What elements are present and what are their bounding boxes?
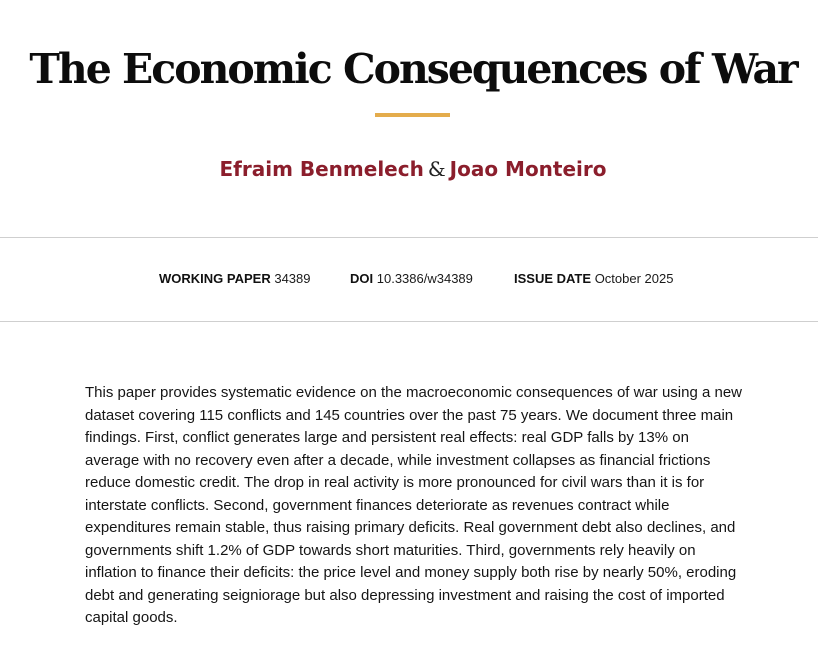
issue-date-meta <box>514 270 673 288</box>
working-paper-meta <box>159 270 311 288</box>
abstract-text: This paper provides systematic evidence on the macroeconomic consequences of war using a new dataset covering 115 conflicts and 145 countries over the past 75 years. We document three main findings. First, conflict generates large and persistent real effects: real GDP falls by 13% on average with no recovery even after a decade, while investment collapses as financial frictions reduce domestic credit. The drop in real activity is more pronounced for civil wars than it is for interstate conflicts. Second, government finances deteriorate as revenues contract while expenditures remain stable, thus raising primary deficits. Real government debt also declines, and governments shift 1.2% of GDP towards short maturities. Third, governments rely heavily on inflation to finance their deficits: the price level and money supply both rise by nearly 50%, eroding debt and generating seigniorage but also depressing investment and raising the cost of imported capital goods. <box>85 384 743 626</box>
working-paper-label: WORKING PAPER <box>159 271 271 286</box>
divider-top <box>0 237 818 238</box>
divider-bottom <box>0 321 818 322</box>
author-link-benmelech[interactable]: Efraim Benmelech <box>219 157 424 181</box>
working-paper-number: 34389 <box>274 271 311 286</box>
page-title: The Economic Consequences of War <box>29 45 797 94</box>
author-list <box>0 155 818 183</box>
title-accent-bar <box>375 113 450 117</box>
author-link-monteiro[interactable]: Joao Monteiro <box>449 157 607 181</box>
author-separator: & <box>427 157 446 181</box>
issue-date-value: October 2025 <box>594 271 674 286</box>
doi-label: DOI <box>350 271 374 286</box>
issue-date-label: ISSUE DATE <box>514 271 592 286</box>
doi-meta <box>350 270 473 288</box>
doi-value: 10.3386/w34389 <box>376 271 473 286</box>
